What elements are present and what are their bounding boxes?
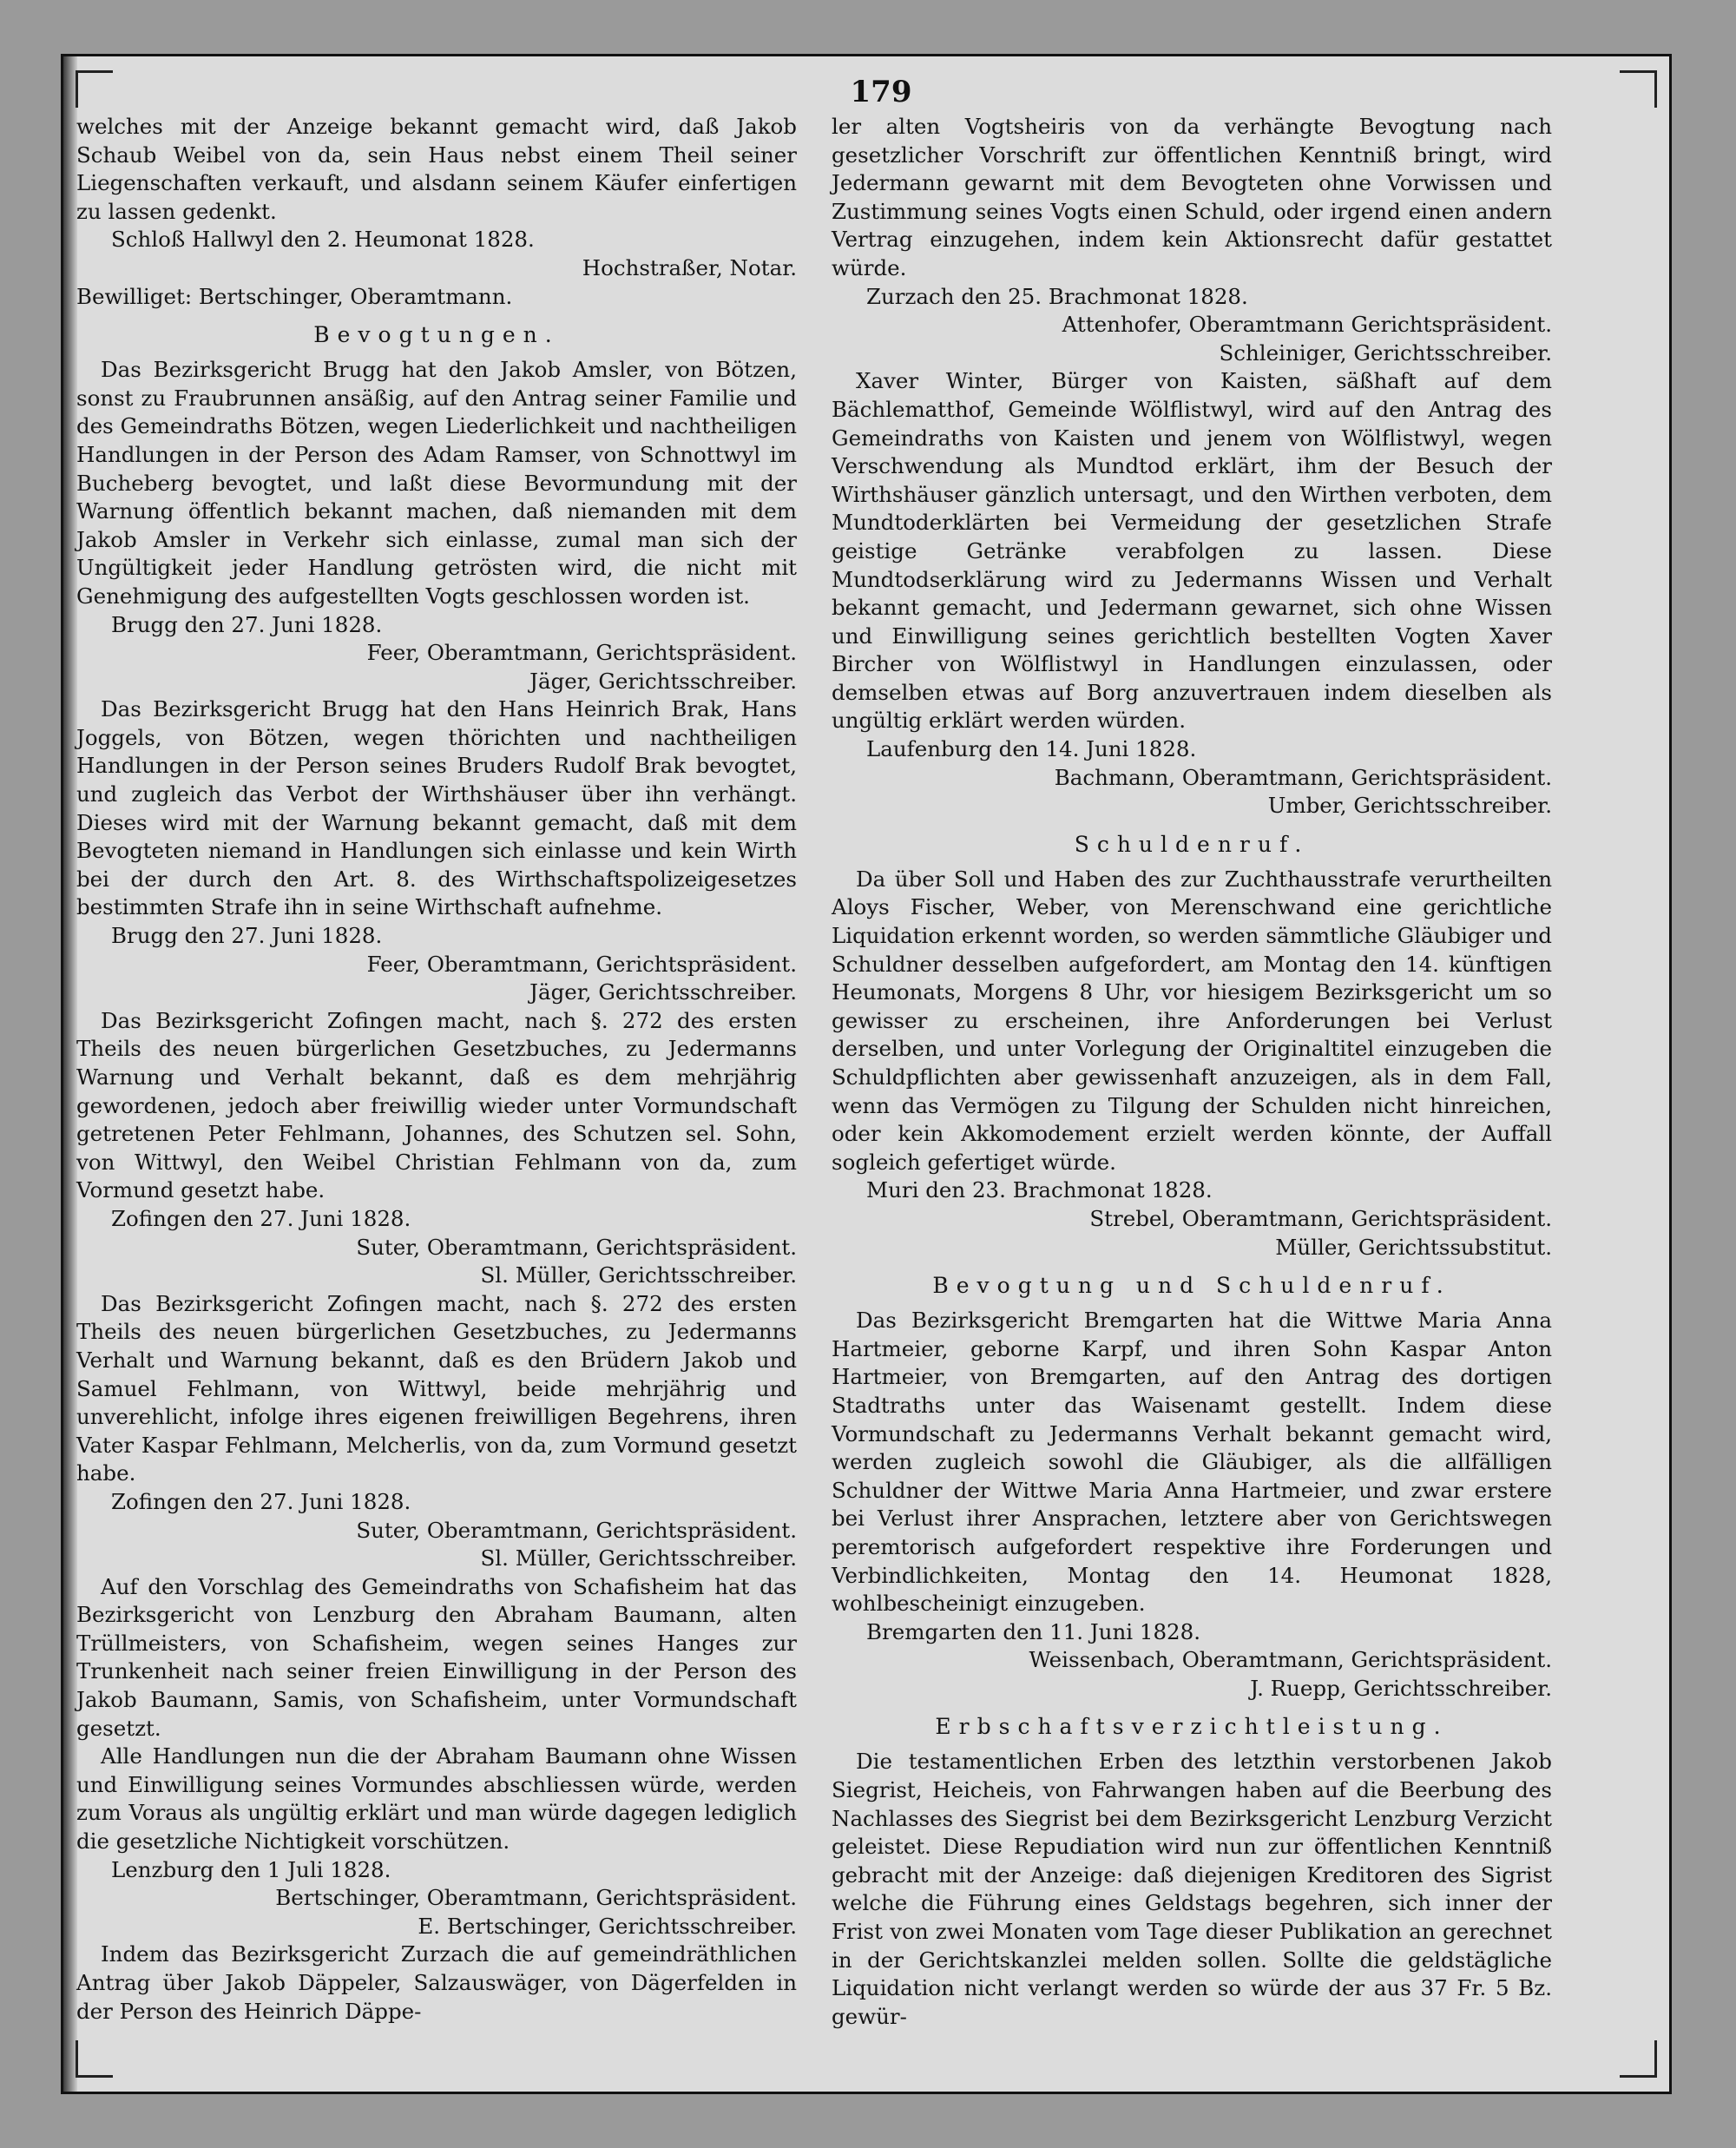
section-heading-erbschaftsverzichtleistung: Erbschaftsverzichtleistung. — [935, 1714, 1449, 1740]
notice-paragraph: welches mit der Anzeige bekannt gemacht wird, daß Jakob Schaub Weibel von da, sein Haus nebst einem Theil seiner Liegenschaften verkauft, und alsdann seinem Käufer einfertigen zu lassen gedenkt. — [76, 114, 797, 224]
notice-signature: Jäger, Gerichtsschreiber. — [529, 979, 797, 1005]
notice-signature: Weissenbach, Oberamtmann, Gerichtspräsident. — [1029, 1647, 1552, 1673]
notice-paragraph: Das Bezirksgericht Zofingen macht, nach §. 272 des ersten Theils des neuen bürgerlichen Gesetzbuches, zu Jedermanns Warnung und Verhalt bekannt, daß es dem mehrjährig gewordenen, jedoch aber freiwillig wieder unter Vormundschaft getretenen Peter Fehlmann, Johannes, des Schutzen sel. Sohn, von Wittwyl, den Weibel Christian Fehlmann von da, zum Vormund gesetzt habe. — [76, 1007, 797, 1203]
notice-signature: Sl. Müller, Gerichtsschreiber. — [480, 1262, 797, 1288]
notice-paragraph: Da über Soll und Haben des zur Zuchthausstrafe verurtheilten Aloys Fischer, Weber, von Merenschwand eine gerichtliche Liquidation erkennt worden, so werden sämmtliche Gläubiger und Schuldner desselben aufgefordert, am Montag den 14. künftigen Heumonats, Morgens 8 Uhr, vor hiesigem Bezirksgericht um so gewisser zu erscheinen, ihre Anforderungen bei Verlust derselben, und unter Vorlegung der Originaltitel einzugeben die Schuldpflichten aber gewissenhaft anzuzeigen, als in dem Fall, wenn das Vermögen zu Tilgung der Schulden nicht hinreichen, oder kein Akkomodement erzielt werden könnte, der Auffall sogleich gefertiget würde. — [832, 866, 1552, 1175]
notice-signature: Strebel, Oberamtmann, Gerichtspräsident. — [1089, 1205, 1552, 1231]
notice-signature: J. Ruepp, Gerichtsschreiber. — [1250, 1675, 1552, 1701]
notice-signature: Schleiniger, Gerichtsschreiber. — [1219, 339, 1552, 366]
notice-signature: Suter, Oberamtmann, Gerichtspräsident. — [356, 1517, 797, 1543]
notice-paragraph: Xaver Winter, Bürger von Kaisten, säßhaft auf dem Bächlematthof, Gemeinde Wölflistwyl, wird auf den Antrag des Gemeindraths von Kaisten und jenem von Wölflistwyl, wegen Verschwendung als Mundtod erklärt, ihm der Besuch der Wirthshäuser gänzlich untersagt, und den Wirthen verboten, dem Mundtoderklärten bei Vermeidung der gesetzlichen Strafe geistige Getränke verabfolgen zu lassen. Diese Mundtodserklärung wird zu Jedermanns Wissen und Verhalt bekannt gemacht, und Jedermann gewarnet, sich ohne Wissen und Einwilligung seines gerichtlich bestellten Vogten Xaver Bircher von Wölflistwyl in Handlungen einzulassen, oder demselben etwas auf Borg anzuvertrauen indem dieselben als ungültig erklärt werden würden. — [832, 368, 1552, 734]
notice-paragraph: Das Bezirksgericht Brugg hat den Jakob Amsler, von Bötzen, sonst zu Fraubrunnen ansäßig, auf den Antrag seiner Familie und des Gemeindraths Bötzen, wegen Liederlichkeit und nachtheiligen Handlungen in der Person des Adam Ramser, von Schnottwyl im Bucheberg bevogtet, und laßt diese Bevormundung mit der Warnung öffentlich bekannt machen, daß niemanden mit dem Jakob Amsler in Verkehr sich einlasse, zumal man sich der Ungültigkeit jeder Handlung getrösten wird, die nicht mit Genehmigung des aufgestellten Vogts geschlossen worden ist. — [76, 357, 797, 609]
page-binding-shadow — [63, 56, 77, 2092]
right-column — [832, 113, 1552, 2029]
crop-mark-bottom-right — [1620, 2040, 1657, 2078]
notice-signature: Feer, Oberamtmann, Gerichtspräsident. — [366, 640, 797, 666]
notice-paragraph: Alle Handlungen nun die der Abraham Baumann ohne Wissen und Einwilligung seines Vormundes abschliessen würde, werden zum Voraus als ungültig erklärt und man würde dagegen lediglich die gesetzliche Nichtigkeit vorschützen. — [76, 1743, 797, 1855]
section-heading-bevogtung-schuldenruf: Bevogtung und Schuldenruf. — [932, 1273, 1451, 1299]
notice-paragraph: Auf den Vorschlag des Gemeindraths von Schafisheim hat das Bezirksgericht von Lenzburg den Abraham Baumann, alten Trüllmeisters, von Schafisheim, wegen seines Hanges zur Trunkenheit nach seiner freien Einwilligung in der Person des Jakob Baumann, Samis, von Schafisheim, unter Vormundschaft gesetzt. — [76, 1573, 797, 1741]
notice-paragraph: ler alten Vogtsheiris von da verhängte Bevogtung nach gesetzlicher Vorschrift zur öffentlichen Kenntniß bringt, wird Jedermann gewarnt mit dem Bevogteten ohne Vorwissen und Zustimmung seines Vogts einen Schuld, oder irgend einen andern Vertrag einzugehen, indem kein Aktionsrecht dafür gestattet würde. — [832, 114, 1552, 280]
notice-signature: Müller, Gerichtssubstitut. — [1275, 1234, 1552, 1260]
notice-paragraph: Das Bezirksgericht Zofingen macht, nach §. 272 des ersten Theils des neuen bürgerlichen Gesetzbuches, zu Jedermanns Verhalt und Warnung bekannt, daß es den Brüdern Jakob und Samuel Fehlmann, von Wittwyl, beide mehrjährig und unverehlicht, infolge ihres eigenen freiwilligen Begehrens, ihren Vater Kaspar Fehlmann, Melcherlis, von da, zum Vormund gesetzt habe. — [76, 1290, 797, 1486]
notice-signature: Sl. Müller, Gerichtsschreiber. — [480, 1545, 797, 1571]
text-columns — [76, 113, 1552, 2029]
section-heading-schuldenruf: Schuldenruf. — [1074, 831, 1310, 857]
notice-place-date: Zofingen den 27. Juni 1828. — [111, 1488, 411, 1514]
notice-place-date: Brugg den 27. Juni 1828. — [111, 923, 383, 949]
notice-signature: Hochstraßer, Notar. — [582, 254, 797, 280]
notice-place-date: Muri den 23. Brachmonat 1828. — [866, 1177, 1213, 1203]
notice-signature: Attenhofer, Oberamtmann Gerichtspräsident. — [1062, 312, 1552, 338]
crop-mark-bottom-left — [76, 2040, 113, 2078]
left-column — [76, 113, 797, 2024]
notice-paragraph: Indem das Bezirksgericht Zurzach die auf gemeindräthlichen Antrag über Jakob Däppeler, Salzauswäger, von Dägerfelden in der Person des Heinrich Däppe- — [76, 1941, 797, 2024]
notice-paragraph: Die testamentlichen Erben des letzthin verstorbenen Jakob Siegrist, Heicheis, von Fahrwangen haben auf die Beerbung des Nachlasses des Siegrist bei dem Bezirksgericht Lenzburg Verzicht geleistet. Diese Repudiation wird nun zur öffentlichen Kenntniß gebracht mit der Anzeige: daß diejenigen Kreditoren des Sigrist welche die Führung eines Geldstags begehren, sich inner der Frist von zwei Monaten vom Tage dieser Publikation an gerechnet in der Gerichtskanzlei melden sollen. Sollte die geldstägliche Liquidation nicht verlangt werden so würde der aus 37 Fr. 5 Bz. gewür- — [832, 1749, 1552, 2029]
notice-place-date: Lenzburg den 1 Juli 1828. — [111, 1856, 391, 1882]
notice-signature: Feer, Oberamtmann, Gerichtspräsident. — [366, 951, 797, 977]
notice-approval: Bewilliget: Bertschinger, Oberamtmann. — [76, 283, 513, 309]
notice-place-date: Zurzach den 25. Brachmonat 1828. — [866, 283, 1248, 309]
notice-signature: Suter, Oberamtmann, Gerichtspräsident. — [356, 1234, 797, 1260]
notice-place-date: Schloß Hallwyl den 2. Heumonat 1828. — [111, 227, 535, 253]
notice-place-date: Laufenburg den 14. Juni 1828. — [866, 736, 1197, 762]
notice-signature: Bertschinger, Oberamtmann, Gerichtspräsident. — [275, 1885, 797, 1911]
notice-signature: E. Bertschinger, Gerichtsschreiber. — [418, 1913, 797, 1939]
section-heading-bevogtungen: Bevogtungen. — [313, 322, 560, 348]
notice-signature: Umber, Gerichtsschreiber. — [1267, 793, 1552, 819]
notice-signature: Bachmann, Oberamtmann, Gerichtspräsident. — [1054, 764, 1552, 790]
notice-place-date: Brugg den 27. Juni 1828. — [111, 611, 383, 637]
page-number: 179 — [850, 75, 912, 109]
notice-paragraph: Das Bezirksgericht Bremgarten hat die Wittwe Maria Anna Hartmeier, geborne Karpf, und ihren Sohn Kaspar Anton Hartmeier, von Bremgarten, auf den Antrag des dortigen Stadtraths unter das Waisenamt gestellt. Indem diese Vormundschaft zu Jedermanns Verhalt bekannt gemacht wird, werden zugleich sowohl die Gläubiger, als die allfälligen Schuldner der Wittwe Maria Anna Hartmeier, und zwar erstere bei Verlust ihrer Ansprachen, letztere aber von Gerichtswegen peremtorisch aufgefordert respektive ihre Forderungen und Verbindlichkeiten, Montag den 14. Heumonat 1828, wohlbescheinigt einzugeben. — [832, 1308, 1552, 1617]
notice-paragraph: Das Bezirksgericht Brugg hat den Hans Heinrich Brak, Hans Joggels, von Bötzen, wegen thörichten und nachtheiligen Handlungen in der Person seines Bruders Rudolf Brak bevogtet, und zugleich das Verbot der Wirthshäuser über ihn verhängt. Dieses wird mit der Warnung bekannt gemacht, daß mit dem Bevogteten niemand in Handlungen sich einlasse und kein Wirth bei der durch den Art. 8. des Wirthschaftspolizeigesetzes bestimmten Strafe ihn in seine Wirthschaft aufnehme. — [76, 696, 797, 920]
notice-place-date: Zofingen den 27. Juni 1828. — [111, 1205, 411, 1231]
notice-place-date: Bremgarten den 11. Juni 1828. — [866, 1618, 1201, 1644]
notice-signature: Jäger, Gerichtsschreiber. — [529, 668, 797, 694]
